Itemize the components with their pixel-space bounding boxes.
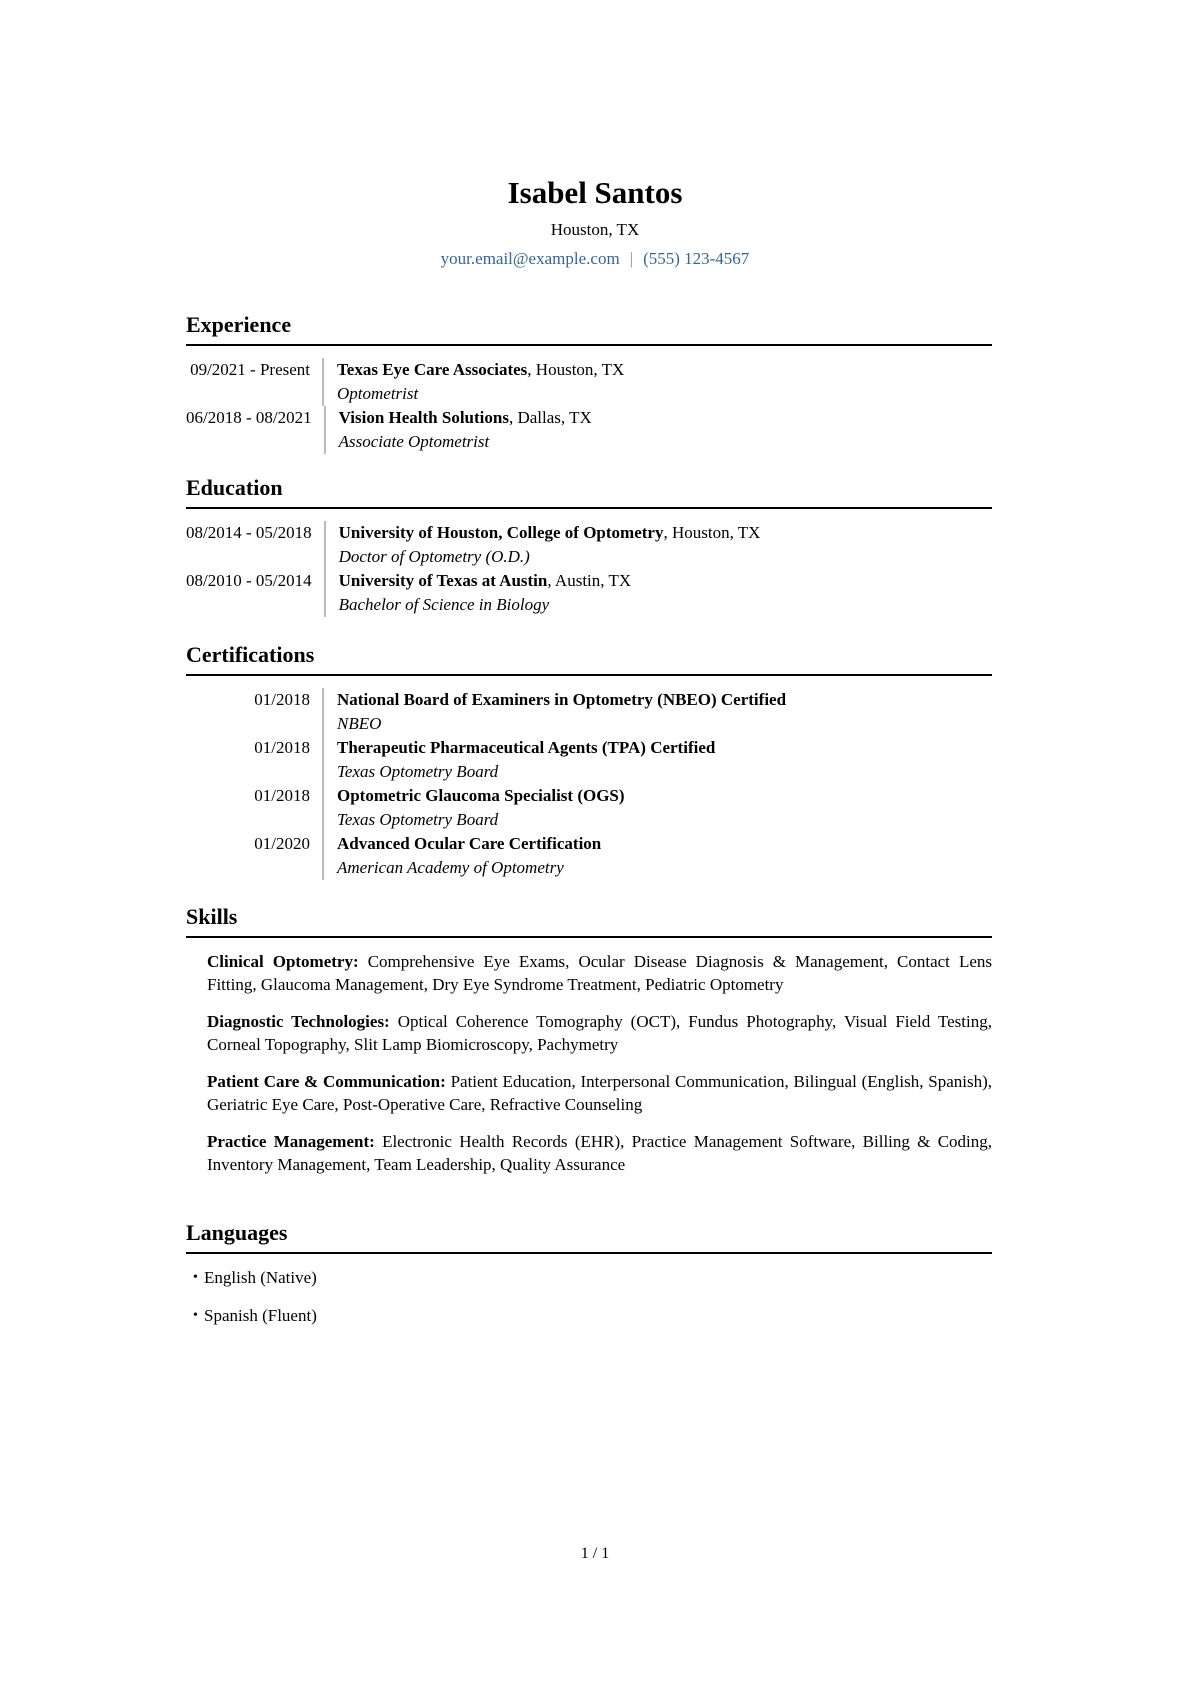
skill-list: Patient Education, Interpersonal Communication, Bilingual (English, Spanish), Geriatric Eye Care, Post-Operative Care, Refractive Counseling (207, 1072, 992, 1114)
phone-link[interactable]: (555) 123-4567 (643, 249, 750, 268)
entry-org-location: , Dallas, TX (508, 408, 592, 427)
certification-name: National Board of Examiners in Optometry (NBEO) Certified (337, 690, 787, 709)
education-entry (186, 569, 992, 617)
skill-list: Optical Coherence Tomography (OCT), Fundus Photography, Visual Field Testing, Corneal Topography, Slit Lamp Biomicroscopy, Pachymetry (207, 1012, 992, 1054)
entry-body (324, 569, 632, 617)
entry-degree: Bachelor of Science in Biology (338, 595, 550, 614)
entry-title (337, 358, 624, 382)
entry-title (337, 832, 601, 856)
contact-separator: | (629, 249, 634, 268)
skills-heading: Skills (186, 904, 992, 938)
person-name: Isabel Santos (507, 175, 683, 210)
section-certifications (186, 642, 992, 880)
language-label: English (Native) (204, 1268, 317, 1287)
certification-name: Optometric Glaucoma Specialist (OGS) (337, 786, 625, 805)
entry-org-location: , Houston, TX (527, 360, 625, 379)
entry-title (339, 406, 592, 430)
certification-issuer: NBEO (337, 714, 382, 733)
skill-list: Comprehensive Eye Exams, Ocular Disease Diagnosis & Management, Contact Lens Fitting, Glaucoma Management, Dry Eye Syndrome Treatment, Pediatric Optometry (207, 952, 993, 994)
contact-line (0, 248, 1190, 270)
certification-name: Therapeutic Pharmaceutical Agents (TPA) Certified (337, 738, 716, 757)
entry-degree: Doctor of Optometry (O.D.) (338, 547, 530, 566)
entry-title (337, 688, 786, 712)
certification-entry (186, 784, 992, 832)
bullet-icon: • (193, 1270, 198, 1285)
certification-entry (186, 688, 992, 736)
email-link[interactable]: your.email@example.com (440, 249, 620, 268)
education-entries (186, 521, 992, 617)
entry-date: 08/2010 - 05/2014 (186, 571, 312, 590)
entry-date: 09/2021 - Present (190, 360, 310, 379)
language-label: Spanish (Fluent) (204, 1306, 317, 1325)
section-skills (186, 904, 992, 1176)
entry-school: University of Texas at Austin (338, 571, 548, 590)
resume-header (0, 0, 1190, 270)
section-languages (186, 1220, 992, 1328)
certification-issuer: Texas Optometry Board (337, 810, 499, 829)
skill-group (207, 950, 992, 996)
skill-list: Electronic Health Records (EHR), Practice Management Software, Billing & Coding, Inventory Management, Team Leadership, Quality Assurance (207, 1132, 993, 1174)
skill-group (207, 1010, 992, 1056)
section-experience (186, 312, 992, 454)
certification-issuer: Texas Optometry Board (337, 762, 499, 781)
entry-date: 01/2018 (254, 786, 310, 805)
certification-entry (186, 832, 992, 880)
resume-body (186, 312, 992, 1328)
languages-heading: Languages (186, 1220, 992, 1254)
section-education (186, 475, 992, 617)
skill-category: Practice Management: (207, 1132, 375, 1151)
experience-entry (186, 358, 992, 406)
skill-category: Patient Care & Communication: (207, 1072, 446, 1091)
entry-org: Texas Eye Care Associates (337, 360, 528, 379)
skill-group (207, 1130, 992, 1176)
entry-role: Optometrist (337, 384, 419, 403)
experience-entry (186, 406, 992, 454)
experience-heading: Experience (186, 312, 992, 346)
language-item (186, 1266, 992, 1290)
entry-title (337, 736, 715, 760)
entry-school: University of Houston, College of Optometry (338, 523, 664, 542)
entry-date: 08/2014 - 05/2018 (186, 523, 312, 542)
entry-body (322, 358, 624, 406)
skill-group (207, 1070, 992, 1116)
bullet-icon: • (193, 1308, 198, 1323)
entry-title (337, 784, 625, 808)
entry-body (322, 784, 625, 832)
language-list (186, 1266, 992, 1328)
entry-school-location: , Austin, TX (547, 571, 632, 590)
certification-name: Advanced Ocular Care Certification (337, 834, 602, 853)
entry-school-location: , Houston, TX (663, 523, 761, 542)
entry-body (322, 736, 715, 784)
skill-category: Diagnostic Technologies: (207, 1012, 390, 1031)
education-heading: Education (186, 475, 992, 509)
certification-entry (186, 736, 992, 784)
certification-issuer: American Academy of Optometry (337, 858, 564, 877)
entry-body (324, 521, 761, 569)
entry-org: Vision Health Solutions (338, 408, 509, 427)
skill-category: Clinical Optometry: (207, 952, 359, 971)
certifications-heading: Certifications (186, 642, 992, 676)
entry-title (339, 569, 632, 593)
entry-body (324, 406, 592, 454)
entry-body (322, 832, 601, 880)
entry-title (339, 521, 761, 545)
location-text: Houston, TX (550, 220, 640, 239)
language-item (186, 1304, 992, 1328)
entry-date: 01/2018 (254, 738, 310, 757)
entry-body (322, 688, 786, 736)
experience-entries (186, 358, 992, 454)
page-number: 1 / 1 (580, 1545, 610, 1562)
education-entry (186, 521, 992, 569)
entry-date: 01/2020 (254, 834, 310, 853)
entry-date: 01/2018 (254, 690, 310, 709)
entry-role: Associate Optometrist (338, 432, 490, 451)
certification-entries (186, 688, 992, 880)
entry-date: 06/2018 - 08/2021 (186, 408, 312, 427)
